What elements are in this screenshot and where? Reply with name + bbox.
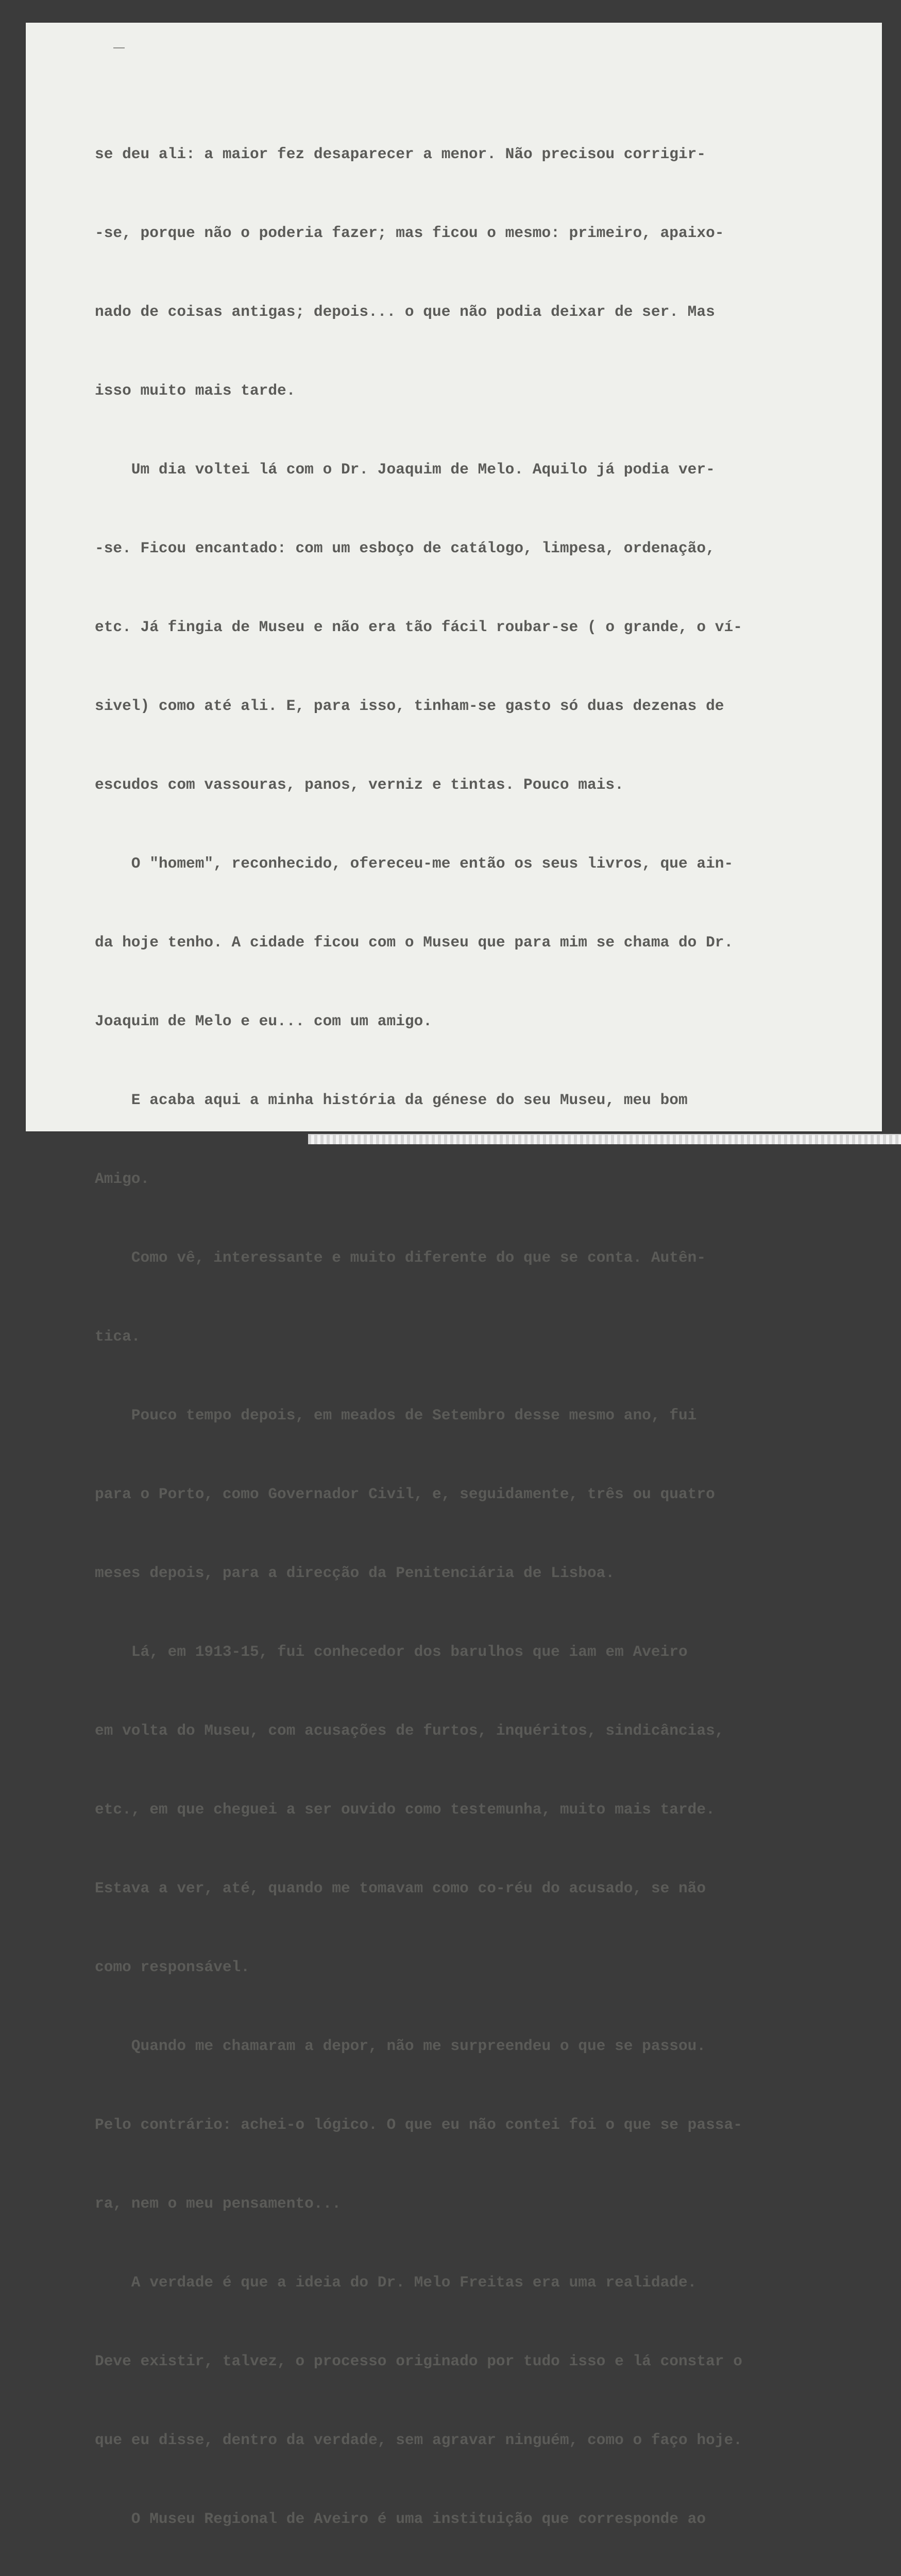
text-line: nado de coisas antigas; depois... o que não podia deixar de ser. Mas [95, 303, 715, 320]
text-line: E acaba aqui a minha história da génese do seu Museu, meu bom [95, 1091, 688, 1109]
text-line: -se, porque não o poderia fazer; mas ficou o mesmo: primeiro, apaixo- [95, 224, 724, 242]
page-mark [113, 47, 125, 48]
text-line: que eu disse, dentro da verdade, sem agravar ninguém, como o faço hoje. [95, 2431, 742, 2449]
text-line: Como vê, interessante e muito diferente do que se conta. Autên- [95, 1249, 706, 1266]
text-line: como responsável. [95, 1958, 250, 1976]
text-line: Quando me chamaram a depor, não me surpreendeu o que se passou. [95, 2037, 706, 2055]
text-line: tica. [95, 1328, 141, 1345]
typewritten-page [26, 23, 882, 2528]
text-line: etc. Já fingia de Museu e não era tão fácil roubar-se ( o grande, o ví- [95, 618, 742, 636]
text-line: escudos com vassouras, panos, verniz e tintas. Pouco mais. [95, 776, 624, 793]
text-line: ra, nem o meu pensamento... [95, 2195, 341, 2212]
text-line: Pelo contrário: achei-o lógico. O que eu não contei foi o que se passa- [95, 2116, 742, 2133]
scan-ruler-strip [308, 1134, 901, 1144]
text-line: da hoje tenho. A cidade ficou com o Museu que para mim se chama do Dr. [95, 934, 734, 951]
text-line: meses depois, para a direcção da Penitenciária de Lisboa. [95, 1564, 615, 1582]
text-line: isso muito mais tarde. [95, 382, 296, 399]
text-line: sivel) como até ali. E, para isso, tinham-se gasto só duas dezenas de [95, 697, 724, 715]
text-line: para o Porto, como Governador Civil, e, seguidamente, três ou quatro [95, 1485, 715, 1503]
text-line: Deve existir, talvez, o processo originado por tudo isso e lá constar o [95, 2352, 742, 2370]
text-line: etc., em que cheguei a ser ouvido como testemunha, muito mais tarde. [95, 1801, 715, 1818]
text-line: Um dia voltei lá com o Dr. Joaquim de Melo. Aquilo já podia ver- [95, 461, 715, 478]
text-line: A verdade é que a ideia do Dr. Melo Freitas era uma realidade. [95, 2274, 697, 2291]
typewritten-text [95, 89, 842, 2576]
text-line: Lá, em 1913-15, fui conhecedor dos barulhos que iam em Aveiro [95, 1643, 688, 1660]
text-line: O "homem", reconhecido, ofereceu-me então os seus livros, que ain- [95, 855, 734, 872]
text-line: Pouco tempo depois, em meados de Setembro desse mesmo ano, fui [95, 1406, 697, 1424]
text-line: -se. Ficou encantado: com um esboço de catálogo, limpesa, ordenação, [95, 539, 715, 557]
text-line: O Museu Regional de Aveiro é uma instituição que corresponde ao [95, 2510, 706, 2528]
text-line: em volta do Museu, com acusações de furtos, inquéritos, sindicâncias, [95, 1722, 724, 1739]
text-line: Amigo. [95, 1170, 150, 1188]
text-line: Estava a ver, até, quando me tomavam como co-réu do acusado, se não [95, 1879, 706, 1897]
text-line: se deu ali: a maior fez desaparecer a menor. Não precisou corrigir- [95, 145, 706, 163]
text-line: Joaquim de Melo e eu... com um amigo. [95, 1012, 433, 1030]
